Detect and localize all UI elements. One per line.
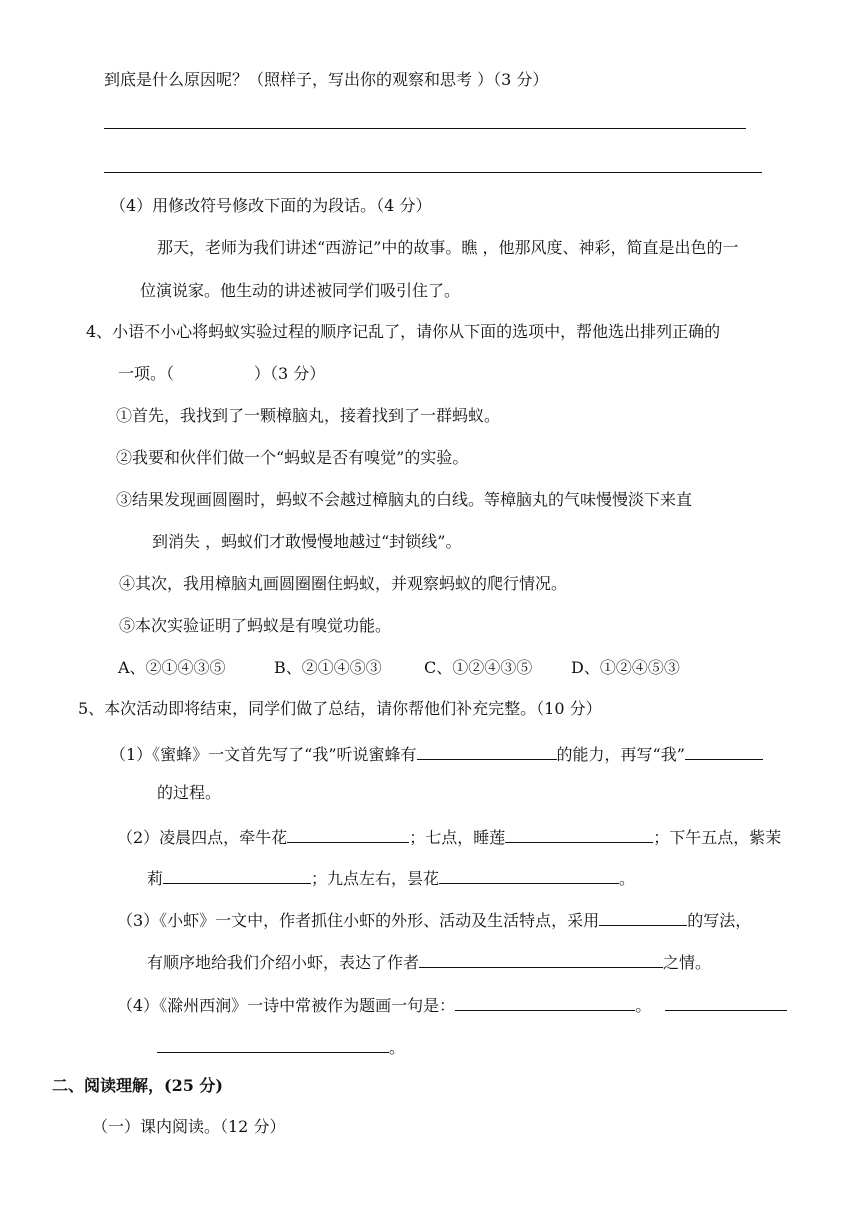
q5-sub1-text-b: 的能力，再写“我” (556, 745, 685, 764)
q4-stem-suffix: ）（3 分） (254, 364, 326, 383)
section2-sub1-title: （一）课内阅读。（12 分） (92, 1117, 286, 1136)
q5-sub3-text-c: 有顺序地给我们介绍小虾，表达了作者 (147, 953, 420, 972)
q4-step-4: ④其次，我用樟脑丸画圆圈圈住蚂蚁，并观察蚂蚁的爬行情况。 (119, 574, 568, 593)
q5-sub3-blank-2[interactable] (419, 951, 663, 968)
q5-sub2-text-b: ；七点，睡莲 (409, 828, 506, 847)
q5-sub2-text-d: 莉 (147, 869, 164, 888)
q5-sub4-blank-3[interactable] (157, 1036, 389, 1053)
q5-sub2-cont (147, 867, 635, 889)
q5-sub3-text-b: 的写法， (687, 911, 752, 930)
q5-sub2 (117, 826, 781, 848)
q4-stem-line1: 4、小语不小心将蚂蚁实验过程的顺序记乱了，请你从下面的选项中，帮他选出排列正确的 (86, 322, 721, 341)
q5-sub1 (110, 743, 763, 765)
q5-sub2-blank-3[interactable] (163, 867, 311, 884)
q5-sub4-text-a: （4）《滁州西涧》一诗中常被作为题画一句是： (117, 996, 456, 1015)
q5-sub4-text-c: 。 (389, 1038, 406, 1057)
q5-stem: 5、本次活动即将结束，同学们做了总结，请你帮他们补充完整。（10 分） (78, 699, 602, 718)
q5-sub1-cont: 的过程。 (157, 783, 222, 802)
q5-sub3-text-a: （3）《小虾》一文中，作者抓住小虾的外形、活动及生活特点，采用 (117, 911, 600, 930)
q4-option-a[interactable]: A、②①④③⑤ (118, 658, 226, 677)
q3-sub4-title: （4）用修改符号修改下面的为段话。（4 分） (110, 196, 432, 215)
q5-sub2-text-c: ；下午五点，紫茉 (653, 828, 782, 847)
q5-sub4 (117, 994, 787, 1016)
q5-sub3-cont (147, 951, 711, 973)
q4-step-3-cont: 到消失 ，蚂蚁们才敢慢慢地越过“封锁线”。 (152, 532, 462, 551)
q5-sub4-blank-1[interactable] (455, 994, 635, 1011)
q5-sub1-text-a: （1）《蜜蜂》一文首先写了“我”听说蜜蜂有 (110, 745, 417, 764)
q4-stem-line2 (118, 364, 325, 384)
section2-title: 二、阅读理解，(25 分) (52, 1076, 223, 1095)
answer-line-1[interactable] (104, 128, 746, 129)
q4-step-1: ①首先，我找到了一颗樟脑丸，接着找到了一群蚂蚁。 (116, 406, 501, 425)
q5-sub4-blank-2[interactable] (665, 994, 787, 1011)
q5-sub2-text-a: （2）凌晨四点，牵牛花 (117, 828, 288, 847)
q4-step-2: ②我要和伙伴们做一个“蚂蚁是否有嗅觉”的实验。 (116, 448, 469, 467)
q3-sub4-paragraph-line2: 位演说家。他生动的讲述被同学们吸引住了。 (140, 281, 461, 300)
q5-sub2-blank-4[interactable] (439, 867, 619, 884)
q5-sub3-blank-1[interactable] (599, 909, 687, 926)
q5-sub2-text-e: ；九点左右，昙花 (311, 869, 440, 888)
q3-sub4-paragraph-line1: 那天，老师为我们讲述“西游记”中的故事。瞧 ，他那风度、神彩，简直是出色的一 (157, 238, 739, 257)
q4-option-c[interactable]: C、①②④③⑤ (424, 658, 533, 677)
q5-sub2-text-f: 。 (619, 869, 636, 888)
q5-sub2-blank-1[interactable] (287, 826, 409, 843)
q4-stem-prefix: 一项。（ (118, 364, 175, 383)
q5-sub2-blank-2[interactable] (505, 826, 653, 843)
q5-sub4-cont (157, 1036, 405, 1058)
q5-sub3-text-d: 之情。 (663, 953, 712, 972)
answer-line-2[interactable] (104, 172, 762, 173)
q4-option-d[interactable]: D、①②④⑤③ (571, 658, 680, 677)
q4-option-b[interactable]: B、②①④⑤③ (274, 658, 382, 677)
q4-step-5: ⑤本次实验证明了蚂蚁是有嗅觉功能。 (119, 616, 392, 635)
q3-prompt: 到底是什么原因呢？（照样子，写出你的观察和思考 ）（3 分） (104, 70, 549, 89)
q4-step-3: ③结果发现画圆圈时，蚂蚁不会越过樟脑丸的白线。等樟脑丸的气味慢慢淡下来直 (116, 490, 693, 509)
q5-sub1-blank-1[interactable] (417, 743, 557, 760)
q5-sub4-text-b: 。 (635, 996, 652, 1015)
q5-sub1-blank-2[interactable] (685, 743, 763, 760)
q5-sub3 (117, 909, 751, 931)
